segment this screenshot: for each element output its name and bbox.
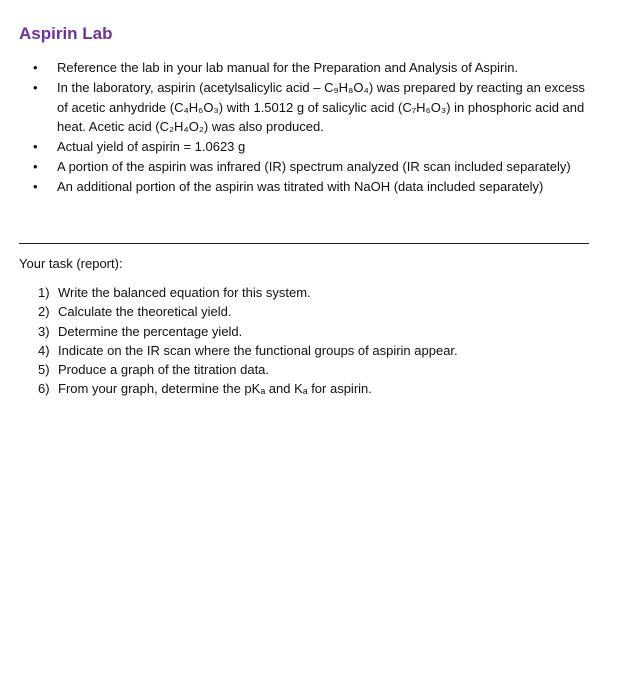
task-item	[38, 341, 598, 360]
task-item	[38, 379, 598, 398]
task-item	[38, 302, 598, 321]
bullet-text: An additional portion of the aspirin was titrated with NaOH (data included separately)	[57, 179, 544, 194]
bullet-text: Actual yield of aspirin = 1.0623 g	[57, 139, 246, 154]
task-number: 6)	[38, 381, 50, 397]
bullet-text: A portion of the aspirin was infrared (IR) spectrum analyzed (IR scan included separately)	[57, 159, 571, 174]
task-text: From your graph, determine the pKₐ and Kₐ for aspirin.	[58, 381, 372, 397]
task-number: 2)	[38, 304, 50, 320]
section-divider	[19, 243, 589, 244]
bullet-item	[33, 177, 593, 197]
task-text: Produce a graph of the titration data.	[58, 362, 270, 378]
bullet-text: In the laboratory, aspirin (acetylsalicylic acid – C₉H₈O₄) was prepared by reacting an excess of acetic anhydride (C₄H₆O₃) with 1.5012 g of salicylic acid (C₇H₆O₃) in phosphoric acid and heat. Acetic acid (C₂H₄O₂) was also produced.	[57, 80, 585, 134]
task-text: Calculate the theoretical yield.	[58, 304, 232, 320]
page-title: Aspirin Lab	[19, 24, 113, 43]
bullet-item	[33, 78, 593, 137]
bullet-item	[33, 58, 593, 78]
task-number: 1)	[38, 285, 50, 300]
task-number: 4)	[38, 342, 50, 358]
bullet-item	[33, 137, 593, 157]
bullet-icon: •	[33, 60, 38, 75]
bullet-list	[33, 58, 593, 197]
bullet-icon: •	[33, 139, 38, 154]
bullet-icon: •	[33, 179, 38, 194]
task-list	[38, 283, 598, 399]
task-text: Determine the percentage yield.	[58, 323, 243, 339]
bullet-icon: •	[33, 159, 38, 174]
task-item	[38, 283, 598, 302]
task-text: Indicate on the IR scan where the functional groups of aspirin appear.	[58, 342, 458, 358]
task-item	[38, 322, 598, 341]
bullet-text: Reference the lab in your lab manual for the Preparation and Analysis of Aspirin.	[57, 60, 519, 75]
bullet-icon: •	[33, 80, 38, 95]
task-item	[38, 360, 598, 379]
task-number: 5)	[38, 362, 50, 378]
task-number: 3)	[38, 323, 50, 339]
bullet-item	[33, 157, 593, 177]
task-heading: Your task (report):	[19, 256, 123, 271]
task-text: Write the balanced equation for this system.	[58, 285, 311, 300]
